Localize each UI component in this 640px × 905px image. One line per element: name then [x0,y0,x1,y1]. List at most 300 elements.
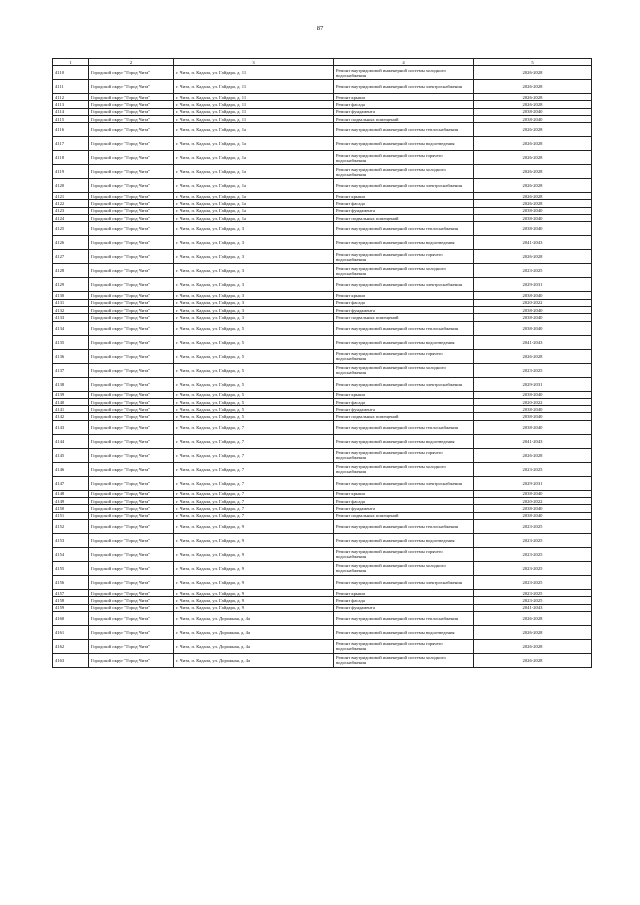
municipality-cell: Городской округ "Город Чита" [89,653,174,667]
address-cell: г. Чита, п. Кадала, ул. Гайдара, д. 1а [174,193,334,200]
municipality-cell: Городской округ "Город Чита" [89,80,174,94]
period-cell: 2026-2028 [474,200,592,207]
municipality-cell: Городской округ "Город Чита" [89,589,174,596]
row-number-cell: 4130 [53,292,89,299]
address-cell: г. Чита, п. Кадала, ул. Гайдара, д. 9 [174,547,334,561]
table-row [53,575,592,589]
address-cell: г. Чита, п. Кадала, ул. Дорожная, д. 4а [174,639,334,653]
municipality-cell: Городской округ "Город Чита" [89,236,174,250]
address-cell: г. Чита, п. Кадала, ул. Гайдара, д. 1а [174,215,334,222]
municipality-cell: Городской округ "Город Чита" [89,363,174,377]
address-cell: г. Чита, п. Кадала, ул. Гайдара, д. 7 [174,476,334,490]
address-cell: г. Чита, п. Кадала, ул. Гайдара, д. 11 [174,115,334,122]
address-cell: г. Чита, п. Кадала, ул. Гайдара, д. 7 [174,434,334,448]
period-cell: 2023-2025 [474,589,592,596]
work-type-cell: Ремонт подвальных помещений [334,314,474,321]
work-type-cell: Ремонт внутридомовой инженерной системы горячего водоснабжения [334,250,474,264]
row-number-cell: 4137 [53,363,89,377]
header-cell: 3 [174,59,334,66]
municipality-cell: Городской округ "Город Чита" [89,108,174,115]
municipality-cell: Городской округ "Город Чита" [89,314,174,321]
municipality-cell: Городской округ "Город Чита" [89,512,174,519]
work-type-cell: Ремонт внутридомовой инженерной системы холодного водоснабжения [334,363,474,377]
work-type-cell: Ремонт внутридомовой инженерной системы водоотведения [334,434,474,448]
period-cell: 2026-2028 [474,653,592,667]
row-number-cell: 4113 [53,101,89,108]
address-cell: г. Чита, п. Кадала, ул. Гайдара, д. 3 [174,264,334,278]
period-cell: 2023-2025 [474,363,592,377]
municipality-cell: Городской округ "Город Чита" [89,264,174,278]
municipality-cell: Городской округ "Город Чита" [89,151,174,165]
municipality-cell: Городской округ "Город Чита" [89,597,174,604]
table-row [53,321,592,335]
work-type-cell: Ремонт фундамента [334,207,474,214]
table-row [53,115,592,122]
work-type-cell: Ремонт внутридомовой инженерной системы горячего водоснабжения [334,151,474,165]
work-type-cell: Ремонт фундамента [334,406,474,413]
municipality-cell: Городской округ "Город Чита" [89,66,174,80]
municipality-cell: Городской округ "Город Чита" [89,215,174,222]
table-row [53,611,592,625]
address-cell: г. Чита, п. Кадала, ул. Гайдара, д. 3 [174,299,334,306]
table-row [53,597,592,604]
table-row [53,80,592,94]
period-cell: 2038-2040 [474,215,592,222]
address-cell: г. Чита, п. Кадала, ул. Гайдара, д. 1а [174,151,334,165]
municipality-cell: Городской округ "Город Чита" [89,462,174,476]
table-row [53,476,592,490]
address-cell: г. Чита, п. Кадала, ул. Гайдара, д. 11 [174,101,334,108]
address-cell: г. Чита, п. Кадала, ул. Гайдара, д. 5 [174,321,334,335]
row-number-cell: 4151 [53,512,89,519]
period-cell: 2026-2028 [474,165,592,179]
address-cell: г. Чита, п. Кадала, ул. Гайдара, д. 9 [174,561,334,575]
row-number-cell: 4132 [53,306,89,313]
work-type-cell: Ремонт внутридомовой инженерной системы теплоснабжения [334,611,474,625]
period-cell: 2020-2022 [474,398,592,405]
work-type-cell: Ремонт фасада [334,200,474,207]
table-row [53,377,592,391]
work-type-cell: Ремонт внутридомовой инженерной системы холодного водоснабжения [334,264,474,278]
row-number-cell: 4145 [53,448,89,462]
municipality-cell: Городской округ "Город Чита" [89,498,174,505]
row-number-cell: 4148 [53,490,89,497]
municipality-cell: Городской округ "Город Чита" [89,398,174,405]
period-cell: 2023-2025 [474,462,592,476]
work-type-cell: Ремонт крыши [334,490,474,497]
header-cell: 1 [53,59,89,66]
work-type-cell: Ремонт фасада [334,299,474,306]
table-row [53,165,592,179]
municipality-cell: Городской округ "Город Чита" [89,406,174,413]
work-type-cell: Ремонт внутридомовой инженерной системы теплоснабжения [334,321,474,335]
period-cell: 2020-2022 [474,498,592,505]
row-number-cell: 4139 [53,391,89,398]
work-type-cell: Ремонт фундамента [334,306,474,313]
municipality-cell: Городской округ "Город Чита" [89,306,174,313]
period-cell: 2041-2043 [474,434,592,448]
table-row [53,639,592,653]
period-cell: 2038-2040 [474,314,592,321]
period-cell: 2026-2028 [474,123,592,137]
municipality-cell: Городской округ "Город Чита" [89,101,174,108]
row-number-cell: 4147 [53,476,89,490]
address-cell: г. Чита, п. Кадала, ул. Гайдара, д. 3 [174,222,334,236]
address-cell: г. Чита, п. Кадала, ул. Гайдара, д. 7 [174,512,334,519]
period-cell: 2038-2040 [474,222,592,236]
municipality-cell: Городской округ "Город Чита" [89,476,174,490]
period-cell: 2038-2040 [474,321,592,335]
address-cell: г. Чита, п. Кадала, ул. Гайдара, д. 7 [174,448,334,462]
table-row [53,101,592,108]
period-cell: 2026-2028 [474,80,592,94]
row-number-cell: 4126 [53,236,89,250]
address-cell: г. Чита, п. Кадала, ул. Гайдара, д. 9 [174,519,334,533]
table-row [53,335,592,349]
table-row [53,589,592,596]
address-cell: г. Чита, п. Кадала, ул. Гайдара, д. 1а [174,179,334,193]
address-cell: г. Чита, п. Кадала, ул. Гайдара, д. 1а [174,165,334,179]
address-cell: г. Чита, п. Кадала, ул. Гайдара, д. 1а [174,207,334,214]
period-cell: 2026-2028 [474,179,592,193]
row-number-cell: 4115 [53,115,89,122]
address-cell: г. Чита, п. Кадала, ул. Гайдара, д. 7 [174,490,334,497]
municipality-cell: Городской округ "Город Чита" [89,179,174,193]
work-type-cell: Ремонт внутридомовой инженерной системы теплоснабжения [334,123,474,137]
table-row [53,547,592,561]
row-number-cell: 4133 [53,314,89,321]
address-cell: г. Чита, п. Кадала, ул. Гайдара, д. 3 [174,306,334,313]
address-cell: г. Чита, п. Кадала, ул. Дорожная, д. 4а [174,611,334,625]
table-row [53,406,592,413]
row-number-cell: 4124 [53,215,89,222]
period-cell: 2023-2025 [474,519,592,533]
table-row [53,505,592,512]
address-cell: г. Чита, п. Кадала, ул. Гайдара, д. 3 [174,278,334,292]
work-type-cell: Ремонт подвальных помещений [334,512,474,519]
table-row [53,490,592,497]
work-type-cell: Ремонт крыши [334,94,474,101]
period-cell: 2038-2040 [474,306,592,313]
table-row [53,264,592,278]
table-row [53,250,592,264]
table-row [53,207,592,214]
table-row [53,604,592,611]
work-type-cell: Ремонт фасада [334,597,474,604]
address-cell: г. Чита, п. Кадала, ул. Гайдара, д. 11 [174,94,334,101]
work-type-cell: Ремонт внутридомовой инженерной системы холодного водоснабжения [334,561,474,575]
row-number-cell: 4163 [53,653,89,667]
address-cell: г. Чита, п. Кадала, ул. Гайдара, д. 11 [174,80,334,94]
municipality-cell: Городской округ "Город Чита" [89,575,174,589]
period-cell: 2038-2040 [474,512,592,519]
row-number-cell: 4149 [53,498,89,505]
table-row [53,108,592,115]
table-row [53,137,592,151]
municipality-cell: Городской округ "Город Чита" [89,250,174,264]
row-number-cell: 4152 [53,519,89,533]
municipality-cell: Городской округ "Город Чита" [89,200,174,207]
row-number-cell: 4161 [53,625,89,639]
table-row [53,66,592,80]
address-cell: г. Чита, п. Кадала, ул. Гайдара, д. 3 [174,314,334,321]
work-type-cell: Ремонт фасада [334,398,474,405]
municipality-cell: Городской округ "Город Чита" [89,519,174,533]
table-row [53,236,592,250]
address-cell: г. Чита, п. Кадала, ул. Гайдара, д. 5 [174,363,334,377]
repair-schedule-table [52,58,592,668]
page-number: 87 [316,25,324,32]
municipality-cell: Городской округ "Город Чита" [89,94,174,101]
row-number-cell: 4158 [53,597,89,604]
period-cell: 2026-2028 [474,137,592,151]
period-cell: 2023-2025 [474,264,592,278]
work-type-cell: Ремонт крыши [334,589,474,596]
work-type-cell: Ремонт внутридомовой инженерной системы горячего водоснабжения [334,448,474,462]
work-type-cell: Ремонт внутридомовой инженерной системы электроснабжения [334,476,474,490]
period-cell: 2029-2031 [474,278,592,292]
municipality-cell: Городской округ "Город Чита" [89,207,174,214]
row-number-cell: 4140 [53,398,89,405]
work-type-cell: Ремонт внутридомовой инженерной системы электроснабжения [334,80,474,94]
address-cell: г. Чита, п. Кадала, ул. Дорожная, д. 4а [174,625,334,639]
period-cell: 2026-2028 [474,250,592,264]
address-cell: г. Чита, п. Кадала, ул. Гайдара, д. 9 [174,604,334,611]
row-number-cell: 4116 [53,123,89,137]
row-number-cell: 4120 [53,179,89,193]
municipality-cell: Городской округ "Город Чита" [89,490,174,497]
address-cell: г. Чита, п. Кадала, ул. Гайдара, д. 5 [174,391,334,398]
period-cell: 2023-2025 [474,547,592,561]
row-number-cell: 4150 [53,505,89,512]
period-cell: 2020-2022 [474,299,592,306]
table-row [53,349,592,363]
table-row [53,215,592,222]
municipality-cell: Городской округ "Город Чита" [89,448,174,462]
period-cell: 2026-2028 [474,611,592,625]
work-type-cell: Ремонт крыши [334,292,474,299]
row-number-cell: 4121 [53,193,89,200]
work-type-cell: Ремонт внутридомовой инженерной системы горячего водоснабжения [334,547,474,561]
work-type-cell: Ремонт внутридомовой инженерной системы холодного водоснабжения [334,462,474,476]
work-type-cell: Ремонт внутридомовой инженерной системы электроснабжения [334,179,474,193]
table-row [53,222,592,236]
municipality-cell: Городской округ "Город Чита" [89,561,174,575]
row-number-cell: 4146 [53,462,89,476]
address-cell: г. Чита, п. Кадала, ул. Гайдара, д. 7 [174,505,334,512]
period-cell: 2026-2028 [474,639,592,653]
municipality-cell: Городской округ "Город Чита" [89,391,174,398]
work-type-cell: Ремонт крыши [334,193,474,200]
table-row [53,653,592,667]
row-number-cell: 4110 [53,66,89,80]
address-cell: г. Чита, п. Кадала, ул. Гайдара, д. 7 [174,462,334,476]
address-cell: г. Чита, п. Кадала, ул. Гайдара, д. 5 [174,398,334,405]
table-row [53,519,592,533]
address-cell: г. Чита, п. Кадала, ул. Гайдара, д. 5 [174,413,334,420]
period-cell: 2023-2025 [474,597,592,604]
work-type-cell: Ремонт внутридомовой инженерной системы теплоснабжения [334,519,474,533]
row-number-cell: 4128 [53,264,89,278]
period-cell: 2041-2043 [474,236,592,250]
table-row [53,299,592,306]
work-type-cell: Ремонт внутридомовой инженерной системы горячего водоснабжения [334,349,474,363]
municipality-cell: Городской округ "Город Чита" [89,505,174,512]
work-type-cell: Ремонт внутридомовой инженерной системы водоотведения [334,335,474,349]
period-cell: 2038-2040 [474,406,592,413]
work-type-cell: Ремонт подвальных помещений [334,115,474,122]
period-cell: 2029-2031 [474,476,592,490]
municipality-cell: Городской округ "Город Чита" [89,349,174,363]
address-cell: г. Чита, п. Кадала, ул. Гайдара, д. 5 [174,377,334,391]
table-row [53,94,592,101]
row-number-cell: 4111 [53,80,89,94]
period-cell: 2026-2028 [474,193,592,200]
work-type-cell: Ремонт внутридомовой инженерной системы теплоснабжения [334,222,474,236]
address-cell: г. Чита, п. Кадала, ул. Гайдара, д. 11 [174,66,334,80]
period-cell: 2026-2028 [474,94,592,101]
municipality-cell: Городской округ "Город Чита" [89,533,174,547]
work-type-cell: Ремонт фундамента [334,604,474,611]
period-cell: 2029-2031 [474,377,592,391]
work-type-cell: Ремонт фундамента [334,108,474,115]
address-cell: г. Чита, п. Кадала, ул. Гайдара, д. 1а [174,137,334,151]
row-number-cell: 4138 [53,377,89,391]
work-type-cell: Ремонт фундамента [334,505,474,512]
table-row [53,179,592,193]
municipality-cell: Городской округ "Город Чита" [89,137,174,151]
row-number-cell: 4136 [53,349,89,363]
row-number-cell: 4159 [53,604,89,611]
row-number-cell: 4144 [53,434,89,448]
work-type-cell: Ремонт фасада [334,498,474,505]
row-number-cell: 4122 [53,200,89,207]
municipality-cell: Городской округ "Город Чита" [89,413,174,420]
table-row [53,292,592,299]
row-number-cell: 4117 [53,137,89,151]
municipality-cell: Городской округ "Город Чита" [89,193,174,200]
work-type-cell: Ремонт подвальных помещений [334,413,474,420]
address-cell: г. Чита, п. Кадала, ул. Гайдара, д. 5 [174,349,334,363]
table-row [53,512,592,519]
address-cell: г. Чита, п. Кадала, ул. Гайдара, д. 9 [174,533,334,547]
period-cell: 2026-2028 [474,625,592,639]
row-number-cell: 4127 [53,250,89,264]
table-row [53,533,592,547]
address-cell: г. Чита, п. Кадала, ул. Дорожная, д. 4а [174,653,334,667]
period-cell: 2038-2040 [474,505,592,512]
row-number-cell: 4143 [53,420,89,434]
table-row [53,420,592,434]
municipality-cell: Городской округ "Город Чита" [89,165,174,179]
table-row [53,200,592,207]
municipality-cell: Городской округ "Город Чита" [89,278,174,292]
period-cell: 2026-2028 [474,101,592,108]
municipality-cell: Городской округ "Город Чита" [89,639,174,653]
work-type-cell: Ремонт крыши [334,391,474,398]
municipality-cell: Городской округ "Город Чита" [89,321,174,335]
header-cell: 2 [89,59,174,66]
work-type-cell: Ремонт внутридомовой инженерной системы холодного водоснабжения [334,66,474,80]
table-row [53,625,592,639]
work-type-cell: Ремонт внутридомовой инженерной системы горячего водоснабжения [334,639,474,653]
municipality-cell: Городской округ "Город Чита" [89,377,174,391]
period-cell: 2038-2040 [474,490,592,497]
row-number-cell: 4119 [53,165,89,179]
period-cell: 2038-2040 [474,420,592,434]
municipality-cell: Городской округ "Город Чита" [89,434,174,448]
work-type-cell: Ремонт внутридомовой инженерной системы водоотведения [334,533,474,547]
row-number-cell: 4155 [53,561,89,575]
address-cell: г. Чита, п. Кадала, ул. Гайдара, д. 3 [174,292,334,299]
period-cell: 2038-2040 [474,115,592,122]
table-row [53,413,592,420]
work-type-cell: Ремонт внутридомовой инженерной системы водоотведения [334,137,474,151]
table-row [53,314,592,321]
row-number-cell: 4131 [53,299,89,306]
header-cell: 4 [334,59,474,66]
address-cell: г. Чита, п. Кадала, ул. Гайдара, д. 11 [174,108,334,115]
municipality-cell: Городской округ "Город Чита" [89,299,174,306]
municipality-cell: Городской округ "Город Чита" [89,292,174,299]
table-row [53,306,592,313]
row-number-cell: 4156 [53,575,89,589]
table-row [53,151,592,165]
address-cell: г. Чита, п. Кадала, ул. Гайдара, д. 9 [174,575,334,589]
row-number-cell: 4153 [53,533,89,547]
row-number-cell: 4112 [53,94,89,101]
table-row [53,434,592,448]
address-cell: г. Чита, п. Кадала, ул. Гайдара, д. 5 [174,406,334,413]
table-row [53,278,592,292]
row-number-cell: 4162 [53,639,89,653]
row-number-cell: 4134 [53,321,89,335]
period-cell: 2038-2040 [474,292,592,299]
table-row [53,391,592,398]
address-cell: г. Чита, п. Кадала, ул. Гайдара, д. 3 [174,250,334,264]
municipality-cell: Городской округ "Город Чита" [89,115,174,122]
address-cell: г. Чита, п. Кадала, ул. Гайдара, д. 7 [174,420,334,434]
work-type-cell: Ремонт внутридомовой инженерной системы теплоснабжения [334,420,474,434]
work-type-cell: Ремонт внутридомовой инженерной системы электроснабжения [334,278,474,292]
table-row [53,193,592,200]
municipality-cell: Городской округ "Город Чита" [89,625,174,639]
period-cell: 2026-2028 [474,448,592,462]
table-row [53,363,592,377]
period-cell: 2038-2040 [474,108,592,115]
address-cell: г. Чита, п. Кадала, ул. Гайдара, д. 1а [174,123,334,137]
table-row [53,398,592,405]
period-cell: 2038-2040 [474,391,592,398]
row-number-cell: 4135 [53,335,89,349]
period-cell: 2026-2028 [474,349,592,363]
period-cell: 2041-2043 [474,335,592,349]
municipality-cell: Городской округ "Город Чита" [89,222,174,236]
work-type-cell: Ремонт внутридомовой инженерной системы холодного водоснабжения [334,653,474,667]
row-number-cell: 4114 [53,108,89,115]
municipality-cell: Городской округ "Город Чита" [89,604,174,611]
work-type-cell: Ремонт внутридомовой инженерной системы холодного водоснабжения [334,165,474,179]
work-type-cell: Ремонт внутридомовой инженерной системы электроснабжения [334,575,474,589]
header-cell: 5 [474,59,592,66]
row-number-cell: 4160 [53,611,89,625]
municipality-cell: Городской округ "Город Чита" [89,420,174,434]
row-number-cell: 4157 [53,589,89,596]
row-number-cell: 4142 [53,413,89,420]
table-row [53,561,592,575]
row-number-cell: 4125 [53,222,89,236]
table-row [53,498,592,505]
